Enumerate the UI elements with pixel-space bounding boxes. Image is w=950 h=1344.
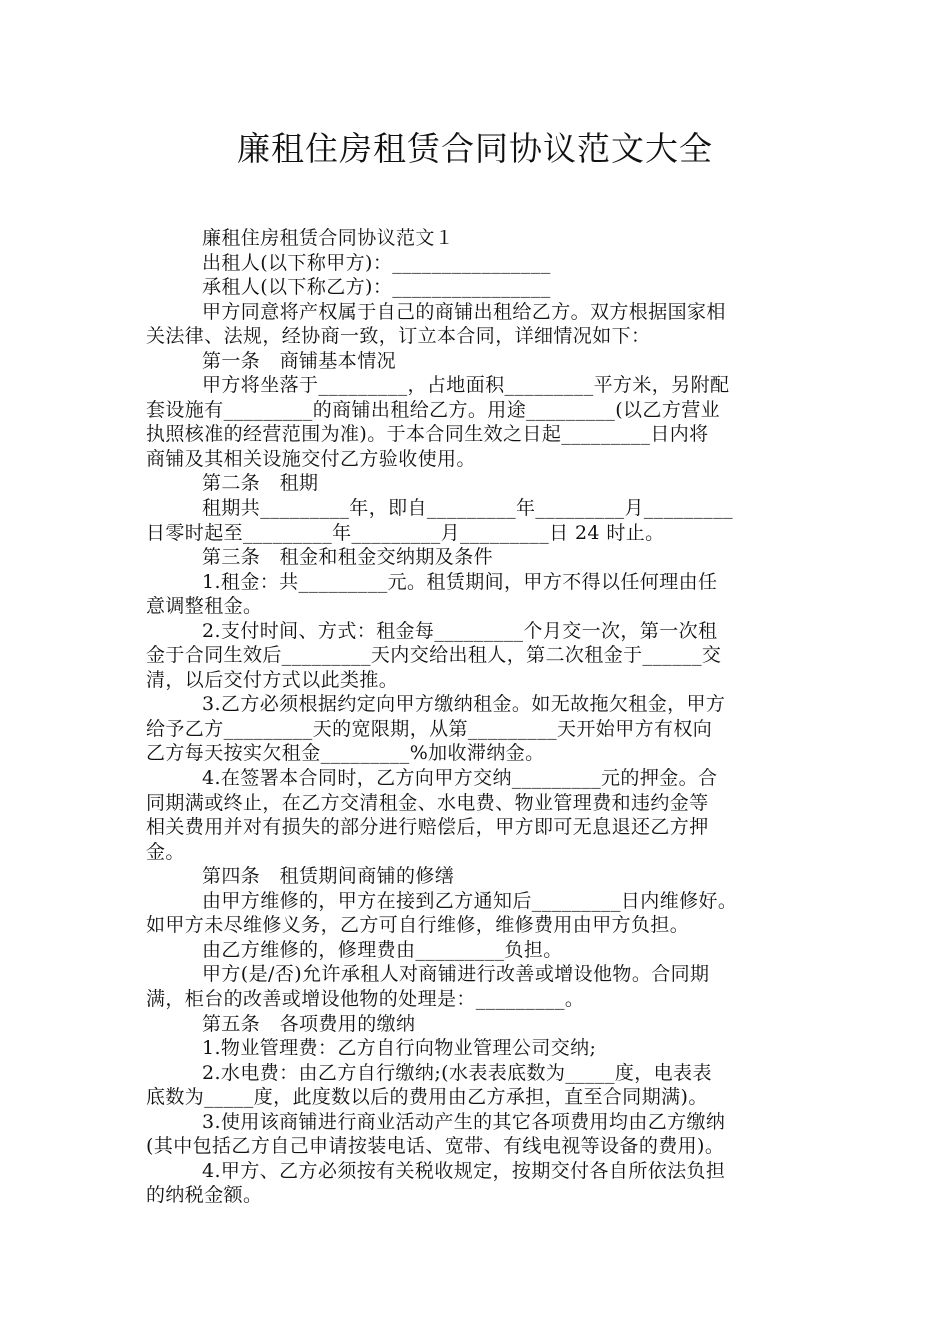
document-line: 甲方将坐落于_________，占地面积_________平方米，另附配	[202, 374, 730, 397]
document-line: 4.甲方、乙方必须按有关税收规定，按期交付各自所依法负担	[202, 1159, 726, 1182]
document-line: 底数为_____度，此度数以后的费用由乙方承担，直至合同期满)。	[146, 1086, 708, 1109]
document-line: 日零时起至_________年_________月_________日 24 时止。	[146, 521, 665, 544]
document-line: 承租人(以下称乙方)：________________	[202, 276, 551, 299]
document-line: 如甲方未尽维修义务，乙方可自行维修，维修费用由甲方负担。	[146, 914, 690, 937]
document-line: 4.在签署本合同时，乙方向甲方交纳_________元的押金。合	[202, 767, 718, 790]
document-line: 第五条 各项费用的缴纳	[202, 1012, 416, 1035]
document-line: 由甲方维修的，甲方在接到乙方通知后_________日内维修好。	[202, 889, 738, 912]
document-line: 的纳税金额。	[146, 1184, 263, 1207]
document-title: 廉租住房租赁合同协议范文大全	[237, 129, 713, 168]
document-line: 甲方同意将产权属于自己的商铺出租给乙方。双方根据国家相	[202, 300, 726, 323]
document-line: 第一条 商铺基本情况	[202, 349, 397, 372]
document-line: 甲方(是/否)允许承租人对商铺进行改善或增设他物。合同期	[202, 963, 710, 986]
document-line: 执照核准的经营范围为准)。于本合同生效之日起_________日内将	[146, 423, 709, 446]
document-line: 1.租金：共_________元。租赁期间，甲方不得以任何理由任	[202, 570, 718, 593]
document-line: 清，以后交付方式以此类推。	[146, 668, 399, 691]
document-line: 第二条 租期	[202, 472, 319, 495]
document-line: 租期共_________年，即自_________年_________月_________	[202, 497, 734, 520]
document-line: 第四条 租赁期间商铺的修缮	[202, 865, 455, 888]
document-line: 金。	[146, 840, 185, 863]
document-line: 相关费用并对有损失的部分进行赔偿后，甲方即可无息退还乙方押	[146, 816, 709, 839]
document-line: 2.支付时间、方式：租金每_________个月交一次，第一次租	[202, 619, 718, 642]
document-body	[146, 226, 810, 1208]
document-line: 由乙方维修的，修理费由_________负担。	[202, 938, 563, 961]
document-line: 满，柜台的改善或增设他物的处理是：_________。	[146, 987, 585, 1010]
document-line: 乙方每天按实欠租金_________%加收滞纳金。	[146, 742, 545, 765]
document-line: 出租人(以下称甲方)：________________	[202, 251, 551, 274]
document-line: 3.使用该商铺进行商业活动产生的其它各项费用均由乙方缴纳	[202, 1110, 726, 1133]
document-line: 意调整租金。	[146, 595, 263, 618]
document-line: 金于合同生效后_________天内交给出租人，第二次租金于______交	[146, 644, 722, 667]
document-line: 给予乙方_________天的宽限期，从第_________天开始甲方有权向	[146, 717, 713, 740]
document-line: (其中包括乙方自己申请按装电话、宽带、有线电视等设备的费用)。	[146, 1135, 725, 1158]
document-line: 2.水电费：由乙方自行缴纳;(水表表底数为_____度，电表表	[202, 1061, 712, 1084]
document-line: 第三条 租金和租金交纳期及条件	[202, 546, 494, 569]
document-line: 廉租住房租赁合同协议范文１	[202, 227, 455, 249]
document-line: 3.乙方必须根据约定向甲方缴纳租金。如无故拖欠租金，甲方	[202, 693, 726, 716]
document-line: 商铺及其相关设施交付乙方验收使用。	[146, 447, 476, 470]
document-line: 同期满或终止，在乙方交清租金、水电费、物业管理费和违约金等	[146, 791, 709, 814]
document-line: 套设施有_________的商铺出租给乙方。用途_________(以乙方营业	[146, 398, 721, 421]
document-line: 关法律、法规，经协商一致，订立本合同，详细情况如下：	[146, 325, 651, 348]
document-line: 1.物业管理费：乙方自行向物业管理公司交纳;	[202, 1037, 597, 1060]
